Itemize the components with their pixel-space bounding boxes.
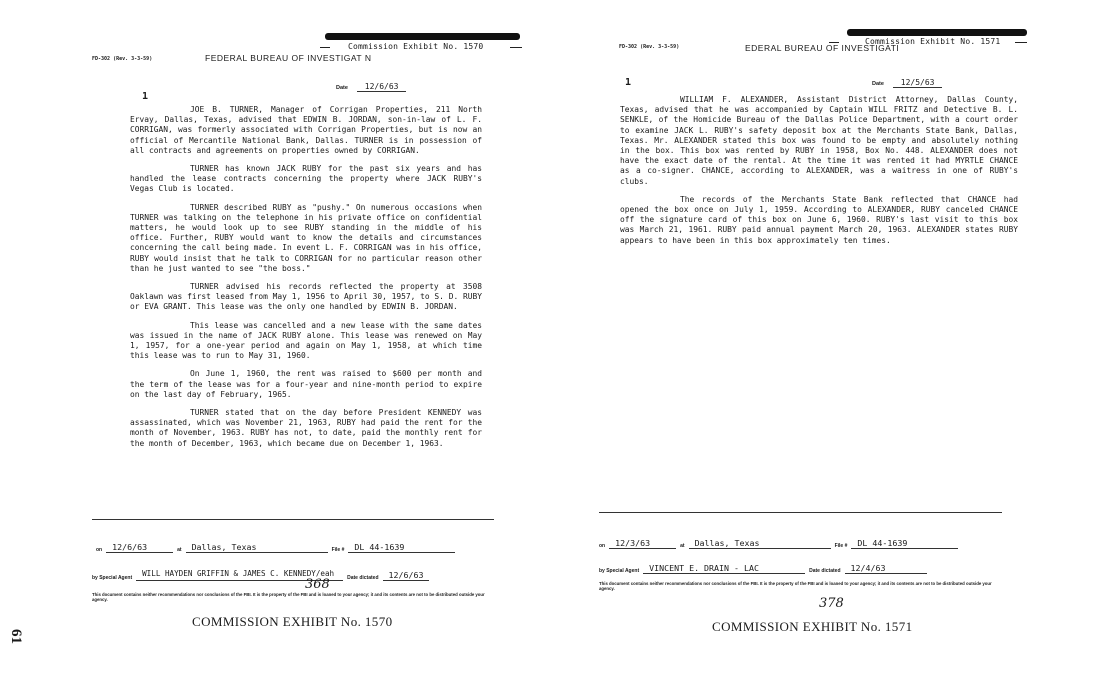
exhibit-label: Commission Exhibit No. 1571 bbox=[865, 37, 1001, 46]
page-number: 1 bbox=[142, 91, 149, 102]
bureau-title: EDERAL BUREAU OF INVESTIGATI bbox=[745, 43, 900, 53]
dictated-date: 12/4/63 bbox=[845, 563, 927, 574]
header-dash bbox=[510, 47, 522, 48]
side-page-number: 61 bbox=[8, 629, 24, 644]
report-body bbox=[620, 95, 1018, 254]
exhibit-footer: COMMISSION EXHIBIT No. 1571 bbox=[712, 619, 913, 634]
file-label: File # bbox=[834, 543, 848, 549]
file-number: DL 44-1639 bbox=[348, 542, 455, 553]
exhibit-footer: COMMISSION EXHIBIT No. 1570 bbox=[192, 614, 393, 629]
date-label: Date bbox=[336, 85, 348, 91]
interview-row bbox=[599, 538, 958, 549]
date-value: 12/5/63 bbox=[893, 78, 943, 88]
by-agent-label: by Special Agent bbox=[92, 575, 133, 581]
at-label: at bbox=[177, 547, 182, 553]
dictated-date: 12/6/63 bbox=[383, 570, 430, 581]
dictated-label: Date dictated bbox=[347, 575, 379, 581]
interview-row bbox=[92, 542, 455, 553]
page-number: 1 bbox=[625, 77, 632, 88]
divider-rule bbox=[92, 519, 494, 520]
date-line bbox=[872, 78, 942, 87]
paragraph: TURNER stated that on the day before President KENNEDY was assassinated, which was November 21, 1963, RUBY had paid the rent for the month of November, 1963. RUBY has not, to date, paid the monthly rent for the month of December, 1963, which became due on December 1, 1963. bbox=[130, 408, 482, 448]
paragraph: TURNER has known JACK RUBY for the past six years and has handled the lease contracts concerning the property where JACK RUBY's Vegas Club is located. bbox=[130, 164, 482, 194]
header-dash bbox=[1015, 42, 1027, 43]
interview-location: Dallas, Texas bbox=[186, 542, 328, 553]
paragraph: WILLIAM F. ALEXANDER, Assistant District Attorney, Dallas County, Texas, advised that he was accompanied by Captain WILL FRITZ and Detective B. L. SENKLE, of the Homicide Bureau of the Dallas Police Department, with a court order to examine JACK L. RUBY's safety deposit box at the Merchants State Bank, Dallas, Texas. Mr. ALEXANDER stated this box was found to be empty and absolutely nothing in the box. This box was rented by RUBY in 1958, Box No. 448. ALEXANDER does not have the exact date of the rental. At the time it was rented it had MYRTLE CHANCE as a co-signer. CHANCE, according to ALEXANDER, was a waitress in one of RUBY's clubs. bbox=[620, 95, 1018, 186]
paragraph: This lease was cancelled and a new lease with the same dates was issued in the name of JACK RUBY alone. This lease was renewed on May 1, 1957, for a one-year period and again on May 1, 1958, at which time this lease was to run to May 31, 1960. bbox=[130, 320, 482, 361]
handwritten-number: 378 bbox=[819, 596, 844, 611]
date-value: 12/6/63 bbox=[357, 82, 407, 92]
agent-names: VINCENT E. DRAIN - LAC bbox=[643, 563, 805, 574]
fbi-disclaimer: This document contains neither recommendations nor conclusions of the FBI. It is the property of the FBI and is loaned to your agency; it and its contents are not to be distributed outside your agency. bbox=[92, 592, 485, 603]
paragraph: TURNER described RUBY as "pushy." On numerous occasions when TURNER was talking on the telephone in his private office on confidential matters, he would look up to see RUBY standing in the middle of his office. Further, RUBY would want to know the details and circumstances concerning the call being made. In event L. F. CORRIGAN was in his office, RUBY would insist that he talk to CORRIGAN for no particular reason other than he just wanted to see "the boss." bbox=[130, 202, 482, 273]
interview-date: 12/3/63 bbox=[609, 538, 676, 549]
on-label: on bbox=[96, 547, 103, 553]
form-number: FD-302 (Rev. 3-3-59) bbox=[92, 56, 153, 62]
paragraph: JOE B. TURNER, Manager of Corrigan Properties, 211 North Ervay, Dallas, Texas, advised that EDWIN B. JORDAN, son-in-law of L. F. CORRIGAN, was formerly associated with Corrigan Properties, but is now an official of Mercantile National Bank, Dallas. TURNER is in possession of all contracts and agreements on properties owned by CORRIGAN. bbox=[130, 105, 482, 155]
bureau-title: FEDERAL BUREAU OF INVESTIGAT N bbox=[205, 53, 372, 63]
on-label: on bbox=[599, 543, 606, 549]
header-dash bbox=[320, 47, 330, 48]
right-exhibit-page bbox=[547, 0, 1094, 691]
file-number: DL 44-1639 bbox=[851, 538, 958, 549]
agent-row bbox=[92, 568, 429, 581]
exhibit-header-bar bbox=[847, 29, 1027, 36]
file-label: File # bbox=[331, 547, 345, 553]
form-number: FD-302 (Rev. 3-3-59) bbox=[619, 44, 680, 50]
divider-rule bbox=[599, 512, 1002, 513]
exhibit-header-bar bbox=[325, 33, 520, 40]
interview-location: Dallas, Texas bbox=[689, 538, 831, 549]
interview-date: 12/6/63 bbox=[106, 542, 173, 553]
agent-row bbox=[599, 563, 927, 574]
report-body bbox=[130, 105, 482, 457]
exhibit-label: Commission Exhibit No. 1570 bbox=[348, 42, 484, 51]
dictated-label: Date dictated bbox=[809, 568, 841, 574]
at-label: at bbox=[680, 543, 685, 549]
date-label: Date bbox=[872, 81, 884, 87]
agent-names: WILL HAYDEN GRIFFIN & JAMES C. KENNEDY/eah bbox=[136, 568, 343, 581]
paragraph: The records of the Merchants State Bank reflected that CHANCE had opened the box once on July 1, 1959. According to ALEXANDER, RUBY canceled CHANCE off the signature card of this box on June 6, 1960. RUBY's last visit to this box was March 21, 1961. RUBY paid annual payment March 20, 1963. ALEXANDER states RUBY appears to have been in this box approximately ten times. bbox=[620, 194, 1018, 245]
handwritten-number: 368 bbox=[305, 577, 330, 592]
date-line bbox=[336, 82, 406, 91]
paragraph: TURNER advised his records reflected the property at 3508 Oaklawn was first leased from May 1, 1956 to April 30, 1957, to S. D. RUBY or EVA GRANT. This lease was the only one handled by EDWIN B. JORDAN. bbox=[130, 282, 482, 312]
paragraph: On June 1, 1960, the rent was raised to $600 per month and the term of the lease was for a four-year and nine-month period to expire on the last day of February, 1965. bbox=[130, 369, 482, 399]
by-agent-label: by Special Agent bbox=[599, 568, 640, 574]
fbi-disclaimer: This document contains neither recommendations nor conclusions of the FBI. It is the property of the FBI and is loaned to your agency; it and its contents are not to be distributed outside your agency. bbox=[599, 581, 992, 592]
